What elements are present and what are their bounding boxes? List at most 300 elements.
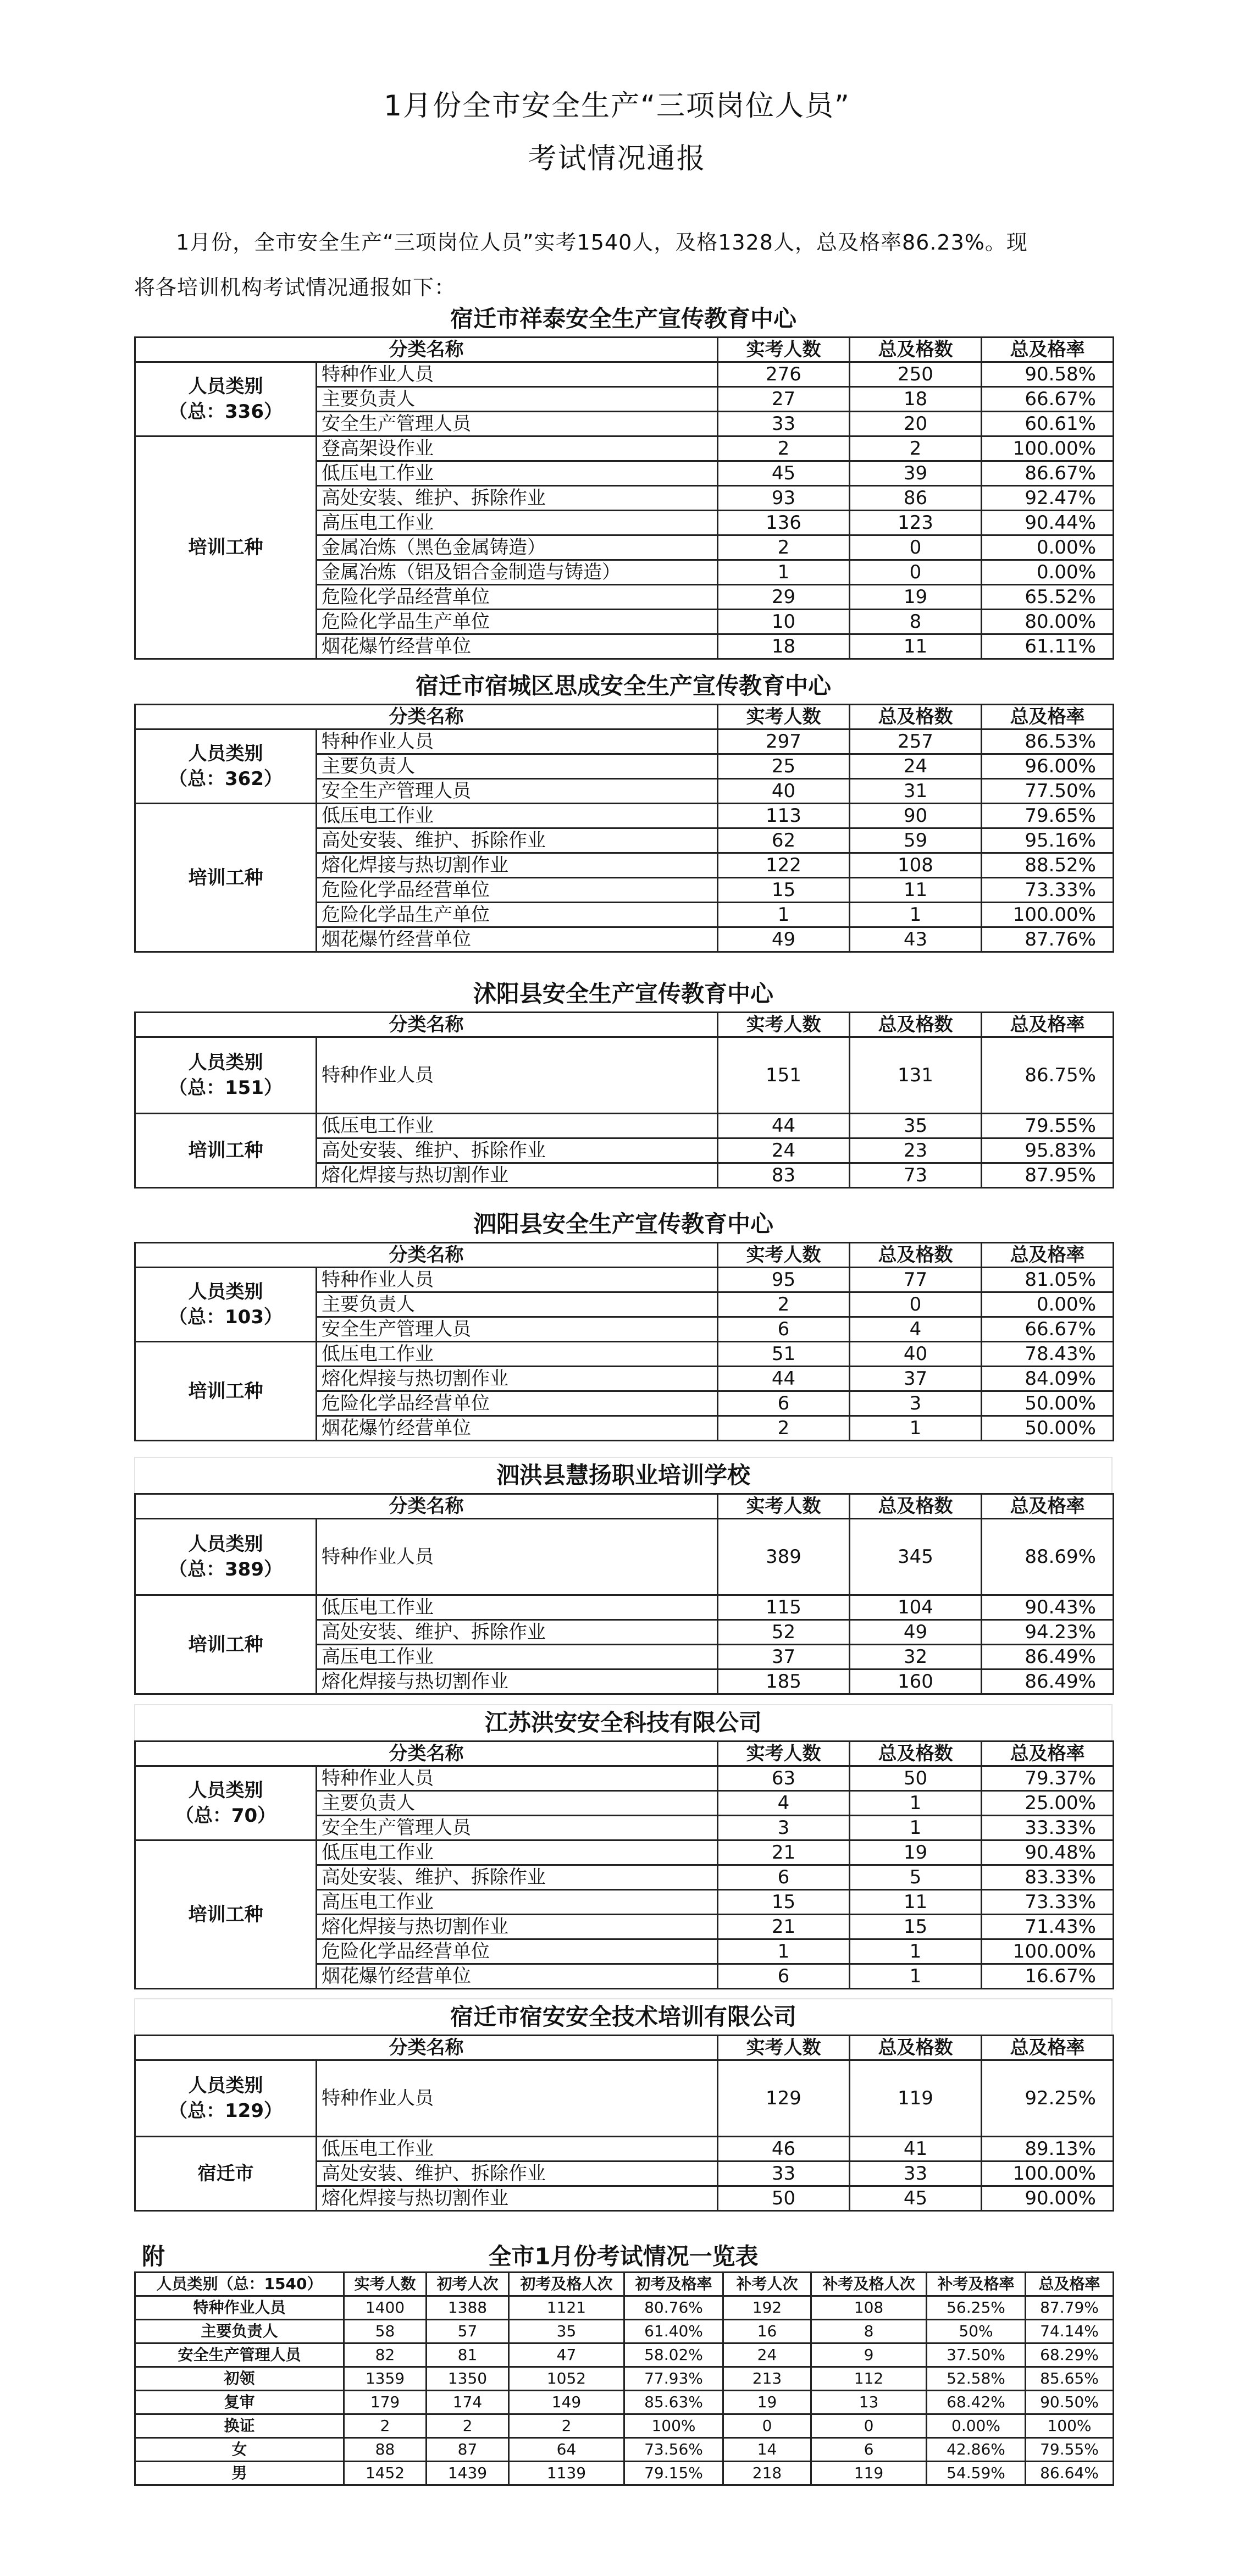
count-cell: 63 [718,1766,850,1791]
count-cell: 3 [850,1391,982,1416]
category-name-cell: 烟花爆竹经营单位 [317,927,718,952]
category-name-cell: 高处安装、维护、拆除作业 [317,1865,718,1890]
column-header: 总及格率 [982,1013,1114,1037]
group-label: 培训工种 [135,1342,317,1441]
institution-title: 宿迁市宿城区思成安全生产宣传教育中心 [415,672,831,699]
summary-cell: 74.14% [1026,2320,1114,2343]
count-cell: 15 [850,1915,982,1939]
summary-cell: 174 [427,2391,509,2414]
count-cell: 77 [850,1268,982,1292]
summary-row [135,2438,1114,2462]
summary-cell: 85.65% [1026,2367,1114,2391]
pass-rate-cell: 100.00% [982,2162,1114,2186]
pass-rate-cell: 0.00% [982,560,1114,585]
count-cell: 25 [718,754,850,779]
table-header-row [135,1013,1114,1037]
count-cell: 18 [718,634,850,659]
summary-cell: 1052 [509,2367,624,2391]
summary-cell: 16 [723,2320,811,2343]
group-label: 人员类别 （总：336） [135,362,317,436]
summary-column-header: 初考及格人次 [509,2273,624,2296]
category-name-cell: 低压电工作业 [317,1595,718,1620]
summary-column-header: 实考人数 [344,2273,427,2296]
count-cell: 119 [850,2060,982,2137]
group-label: 宿迁市 [135,2137,317,2211]
category-name-cell: 危险化学品生产单位 [317,610,718,634]
summary-cell: 1400 [344,2296,427,2320]
pass-rate-cell: 0.00% [982,535,1114,560]
count-cell: 32 [850,1645,982,1670]
count-cell: 52 [718,1620,850,1645]
summary-cell: 87.79% [1026,2296,1114,2320]
summary-row-label: 复审 [135,2391,344,2414]
table-row [135,362,1114,387]
category-name-cell: 烟花爆竹经营单位 [317,634,718,659]
summary-cell: 1121 [509,2296,624,2320]
table-row [135,1595,1114,1620]
pass-rate-cell: 81.05% [982,1268,1114,1292]
table-row [135,1342,1114,1367]
count-cell: 35 [850,1114,982,1138]
count-cell: 250 [850,362,982,387]
count-cell: 37 [718,1645,850,1670]
summary-cell: 119 [811,2462,927,2485]
summary-cell: 2 [427,2414,509,2438]
pass-rate-cell: 77.50% [982,779,1114,804]
summary-cell: 50% [927,2320,1026,2343]
pass-rate-cell: 94.23% [982,1620,1114,1645]
pass-rate-cell: 90.43% [982,1595,1114,1620]
count-cell: 24 [718,1138,850,1163]
column-header: 总及格率 [982,1742,1114,1766]
category-name-cell: 安全生产管理人员 [317,1317,718,1342]
pass-rate-cell: 95.83% [982,1138,1114,1163]
pass-rate-cell: 87.95% [982,1163,1114,1188]
summary-cell: 6 [811,2438,927,2462]
pass-rate-cell: 60.61% [982,412,1114,436]
pass-rate-cell: 100.00% [982,903,1114,927]
column-header: 总及格数 [850,1243,982,1268]
count-cell: 62 [718,828,850,853]
summary-cell: 87 [427,2438,509,2462]
summary-cell: 100% [1026,2414,1114,2438]
category-name-cell: 主要负责人 [317,387,718,412]
group-label: 人员类别 （总：103） [135,1268,317,1342]
pass-rate-cell: 50.00% [982,1391,1114,1416]
count-cell: 104 [850,1595,982,1620]
count-cell: 297 [718,729,850,754]
column-header: 总及格率 [982,705,1114,729]
table-row [135,2060,1114,2137]
summary-column-header: 总及格率 [1026,2273,1114,2296]
pass-rate-cell: 73.33% [982,878,1114,903]
column-header: 总及格数 [850,1494,982,1519]
count-cell: 4 [718,1791,850,1816]
category-name-cell: 登高架设作业 [317,436,718,461]
pass-rate-cell: 79.55% [982,1114,1114,1138]
count-cell: 276 [718,362,850,387]
pass-rate-cell: 78.43% [982,1342,1114,1367]
summary-cell: 86.64% [1026,2462,1114,2485]
count-cell: 49 [850,1620,982,1645]
summary-cell: 0.00% [927,2414,1026,2438]
summary-cell: 64 [509,2438,624,2462]
count-cell: 345 [850,1519,982,1595]
column-header: 分类名称 [135,2036,718,2060]
institution-section [134,1704,1113,1989]
summary-cell: 1139 [509,2462,624,2485]
institution-section [134,301,1113,660]
table-row [135,2137,1114,2162]
institution-title: 泗阳县安全生产宣传教育中心 [473,1210,773,1237]
count-cell: 3 [718,1816,850,1840]
institution-title: 泗洪县慧扬职业培训学校 [134,1457,1113,1493]
count-cell: 24 [850,754,982,779]
summary-column-header: 补考及格率 [927,2273,1026,2296]
pass-rate-cell: 61.11% [982,634,1114,659]
summary-cell: 35 [509,2320,624,2343]
category-name-cell: 安全生产管理人员 [317,1816,718,1840]
count-cell: 19 [850,585,982,610]
summary-row [135,2391,1114,2414]
count-cell: 122 [718,853,850,878]
count-cell: 90 [850,804,982,828]
summary-cell: 81 [427,2343,509,2367]
count-cell: 257 [850,729,982,754]
intro-paragraph-line2: 将各培训机构考试情况通报如下： [134,275,456,300]
category-name-cell: 危险化学品经营单位 [317,585,718,610]
summary-cell: 108 [811,2296,927,2320]
count-cell: 31 [850,779,982,804]
summary-cell: 112 [811,2367,927,2391]
column-header: 实考人数 [718,338,850,362]
group-label: 培训工种 [135,1595,317,1694]
column-header: 总及格率 [982,1494,1114,1519]
column-header: 实考人数 [718,2036,850,2060]
count-cell: 11 [850,634,982,659]
column-header: 总及格数 [850,1742,982,1766]
count-cell: 151 [718,1037,850,1114]
summary-title: 全市1月份考试情况一览表 [488,2243,759,2270]
summary-cell: 1452 [344,2462,427,2485]
count-cell: 136 [718,511,850,535]
count-cell: 20 [850,412,982,436]
summary-cell: 52.58% [927,2367,1026,2391]
count-cell: 44 [718,1367,850,1391]
count-cell: 6 [718,1964,850,1989]
summary-cell: 1350 [427,2367,509,2391]
summary-cell: 88 [344,2438,427,2462]
count-cell: 129 [718,2060,850,2137]
pass-rate-cell: 86.53% [982,729,1114,754]
count-cell: 123 [850,511,982,535]
summary-header-row [135,2273,1114,2296]
category-name-cell: 熔化焊接与热切割作业 [317,1915,718,1939]
category-name-cell: 特种作业人员 [317,2060,718,2137]
table-header-row [135,1742,1114,1766]
pass-rate-cell: 66.67% [982,387,1114,412]
summary-cell: 19 [723,2391,811,2414]
summary-cell: 90.50% [1026,2391,1114,2414]
group-label: 培训工种 [135,1114,317,1188]
column-header: 总及格数 [850,705,982,729]
summary-cell: 73.56% [624,2438,723,2462]
count-cell: 95 [718,1268,850,1292]
table-row [135,1766,1114,1791]
pass-rate-cell: 96.00% [982,754,1114,779]
summary-row-label: 女 [135,2438,344,2462]
summary-cell: 218 [723,2462,811,2485]
summary-cell: 192 [723,2296,811,2320]
category-name-cell: 烟花爆竹经营单位 [317,1964,718,1989]
summary-cell: 2 [509,2414,624,2438]
intro-paragraph-line1: 1月份，全市安全生产“三项岗位人员”实考1540人，及格1328人，总及格率86.23%。现 [176,230,1028,255]
category-name-cell: 低压电工作业 [317,804,718,828]
summary-row-label: 特种作业人员 [135,2296,344,2320]
summary-cell: 85.63% [624,2391,723,2414]
count-cell: 93 [718,486,850,511]
count-cell: 46 [718,2137,850,2162]
summary-cell: 82 [344,2343,427,2367]
column-header: 总及格率 [982,2036,1114,2060]
summary-row-label: 男 [135,2462,344,2485]
count-cell: 18 [850,387,982,412]
count-cell: 40 [718,779,850,804]
count-cell: 40 [850,1342,982,1367]
summary-row [135,2343,1114,2367]
category-name-cell: 高处安装、维护、拆除作业 [317,1620,718,1645]
count-cell: 73 [850,1163,982,1188]
count-cell: 27 [718,387,850,412]
count-cell: 1 [850,903,982,927]
summary-column-header: 补考及格人次 [811,2273,927,2296]
summary-cell: 213 [723,2367,811,2391]
category-name-cell: 低压电工作业 [317,1342,718,1367]
category-name-cell: 金属冶炼（黑色金属铸造） [317,535,718,560]
summary-row [135,2296,1114,2320]
count-cell: 51 [718,1342,850,1367]
category-name-cell: 主要负责人 [317,754,718,779]
column-header: 实考人数 [718,1243,850,1268]
count-cell: 5 [850,1865,982,1890]
summary-cell: 58.02% [624,2343,723,2367]
institution-section [134,1998,1113,2212]
summary-row-label: 换证 [135,2414,344,2438]
count-cell: 1 [718,1939,850,1964]
category-name-cell: 高压电工作业 [317,511,718,535]
pass-rate-cell: 33.33% [982,1816,1114,1840]
table-header-row [135,705,1114,729]
summary-column-header: 初考及格率 [624,2273,723,2296]
pass-rate-cell: 86.75% [982,1037,1114,1114]
summary-cell: 13 [811,2391,927,2414]
category-name-cell: 特种作业人员 [317,362,718,387]
column-header: 实考人数 [718,1013,850,1037]
pass-rate-cell: 90.58% [982,362,1114,387]
column-header: 分类名称 [135,1494,718,1519]
summary-row-label: 主要负责人 [135,2320,344,2343]
pass-rate-cell: 0.00% [982,1292,1114,1317]
group-label: 人员类别 （总：362） [135,729,317,804]
summary-cell: 179 [344,2391,427,2414]
category-name-cell: 特种作业人员 [317,1519,718,1595]
category-name-cell: 危险化学品经营单位 [317,878,718,903]
column-header: 总及格率 [982,338,1114,362]
count-cell: 4 [850,1317,982,1342]
summary-cell: 24 [723,2343,811,2367]
count-cell: 45 [850,2186,982,2211]
column-header: 实考人数 [718,1742,850,1766]
category-name-cell: 熔化焊接与热切割作业 [317,2186,718,2211]
table-row [135,1268,1114,1292]
category-name-cell: 金属冶炼（铝及铝合金制造与铸造） [317,560,718,585]
count-cell: 29 [718,585,850,610]
pass-rate-cell: 73.33% [982,1890,1114,1915]
summary-row [135,2462,1114,2485]
institution-title: 江苏洪安安全科技有限公司 [134,1704,1113,1740]
table-row [135,729,1114,754]
count-cell: 1 [850,1416,982,1441]
category-name-cell: 特种作业人员 [317,1766,718,1791]
category-name-cell: 低压电工作业 [317,1840,718,1865]
pass-rate-cell: 88.69% [982,1519,1114,1595]
table-row [135,1840,1114,1865]
institution-table [134,1740,1114,1989]
pass-rate-cell: 25.00% [982,1791,1114,1816]
summary-row [135,2367,1114,2391]
summary-cell: 56.25% [927,2296,1026,2320]
count-cell: 43 [850,927,982,952]
count-cell: 11 [850,878,982,903]
column-header: 分类名称 [135,1243,718,1268]
institution-section [134,976,1113,1189]
summary-cell: 100% [624,2414,723,2438]
table-row [135,436,1114,461]
pass-rate-cell: 87.76% [982,927,1114,952]
summary-cell: 8 [811,2320,927,2343]
pass-rate-cell: 89.13% [982,2137,1114,2162]
count-cell: 44 [718,1114,850,1138]
count-cell: 2 [718,1292,850,1317]
count-cell: 41 [850,2137,982,2162]
category-name-cell: 烟花爆竹经营单位 [317,1416,718,1441]
column-header: 实考人数 [718,1494,850,1519]
count-cell: 389 [718,1519,850,1595]
pass-rate-cell: 83.33% [982,1865,1114,1890]
category-name-cell: 特种作业人员 [317,1037,718,1114]
institution-table [134,1493,1114,1695]
pass-rate-cell: 84.09% [982,1367,1114,1391]
count-cell: 86 [850,486,982,511]
group-label: 人员类别 （总：70） [135,1766,317,1840]
pass-rate-cell: 86.49% [982,1645,1114,1670]
table-row [135,804,1114,828]
category-name-cell: 低压电工作业 [317,461,718,486]
count-cell: 185 [718,1670,850,1694]
count-cell: 2 [850,436,982,461]
group-label: 培训工种 [135,804,317,952]
pass-rate-cell: 90.00% [982,2186,1114,2211]
count-cell: 39 [850,461,982,486]
group-label: 培训工种 [135,1840,317,1989]
count-cell: 8 [850,610,982,634]
group-label: 人员类别 （总：389） [135,1519,317,1595]
summary-cell: 79.55% [1026,2438,1114,2462]
summary-cell: 1359 [344,2367,427,2391]
summary-row-label: 初领 [135,2367,344,2391]
category-name-cell: 高压电工作业 [317,1645,718,1670]
summary-cell: 57 [427,2320,509,2343]
table-header-row [135,338,1114,362]
pass-rate-cell: 95.16% [982,828,1114,853]
category-name-cell: 高处安装、维护、拆除作业 [317,2162,718,2186]
table-header-row [135,1243,1114,1268]
column-header: 总及格率 [982,1243,1114,1268]
count-cell: 59 [850,828,982,853]
count-cell: 0 [850,560,982,585]
count-cell: 108 [850,853,982,878]
summary-cell: 54.59% [927,2462,1026,2485]
category-name-cell: 熔化焊接与热切割作业 [317,1367,718,1391]
category-name-cell: 危险化学品生产单位 [317,903,718,927]
pass-rate-cell: 79.65% [982,804,1114,828]
group-label: 人员类别 （总：151） [135,1037,317,1114]
institution-section [134,1457,1113,1695]
summary-cell: 2 [344,2414,427,2438]
pass-rate-cell: 79.37% [982,1766,1114,1791]
pass-rate-cell: 100.00% [982,1939,1114,1964]
pass-rate-cell: 66.67% [982,1317,1114,1342]
summary-row [135,2320,1114,2343]
count-cell: 50 [718,2186,850,2211]
column-header: 实考人数 [718,705,850,729]
category-name-cell: 主要负责人 [317,1292,718,1317]
institution-table [134,2035,1114,2212]
count-cell: 1 [850,1816,982,1840]
pass-rate-cell: 90.44% [982,511,1114,535]
pass-rate-cell: 71.43% [982,1915,1114,1939]
count-cell: 11 [850,1890,982,1915]
count-cell: 45 [718,461,850,486]
count-cell: 21 [718,1915,850,1939]
count-cell: 83 [718,1163,850,1188]
count-cell: 23 [850,1138,982,1163]
column-header: 分类名称 [135,1742,718,1766]
category-name-cell: 安全生产管理人员 [317,412,718,436]
count-cell: 6 [718,1391,850,1416]
category-name-cell: 高处安装、维护、拆除作业 [317,486,718,511]
count-cell: 115 [718,1595,850,1620]
category-name-cell: 安全生产管理人员 [317,779,718,804]
column-header: 总及格数 [850,2036,982,2060]
document-title-line2: 考试情况通报 [528,142,706,175]
column-header: 分类名称 [135,1013,718,1037]
category-name-cell: 低压电工作业 [317,2137,718,2162]
count-cell: 2 [718,436,850,461]
institution-title: 沭阳县安全生产宣传教育中心 [473,980,773,1007]
pass-rate-cell: 100.00% [982,436,1114,461]
appendix-label: 附 [142,2243,165,2270]
count-cell: 1 [850,1791,982,1816]
table-row [135,1519,1114,1595]
summary-cell: 0 [811,2414,927,2438]
pass-rate-cell: 80.00% [982,610,1114,634]
table-row [135,1114,1114,1138]
pass-rate-cell: 88.52% [982,853,1114,878]
group-label: 人员类别 （总：129） [135,2060,317,2137]
category-name-cell: 主要负责人 [317,1791,718,1816]
summary-column-header: 人员类别（总：1540） [135,2273,344,2296]
